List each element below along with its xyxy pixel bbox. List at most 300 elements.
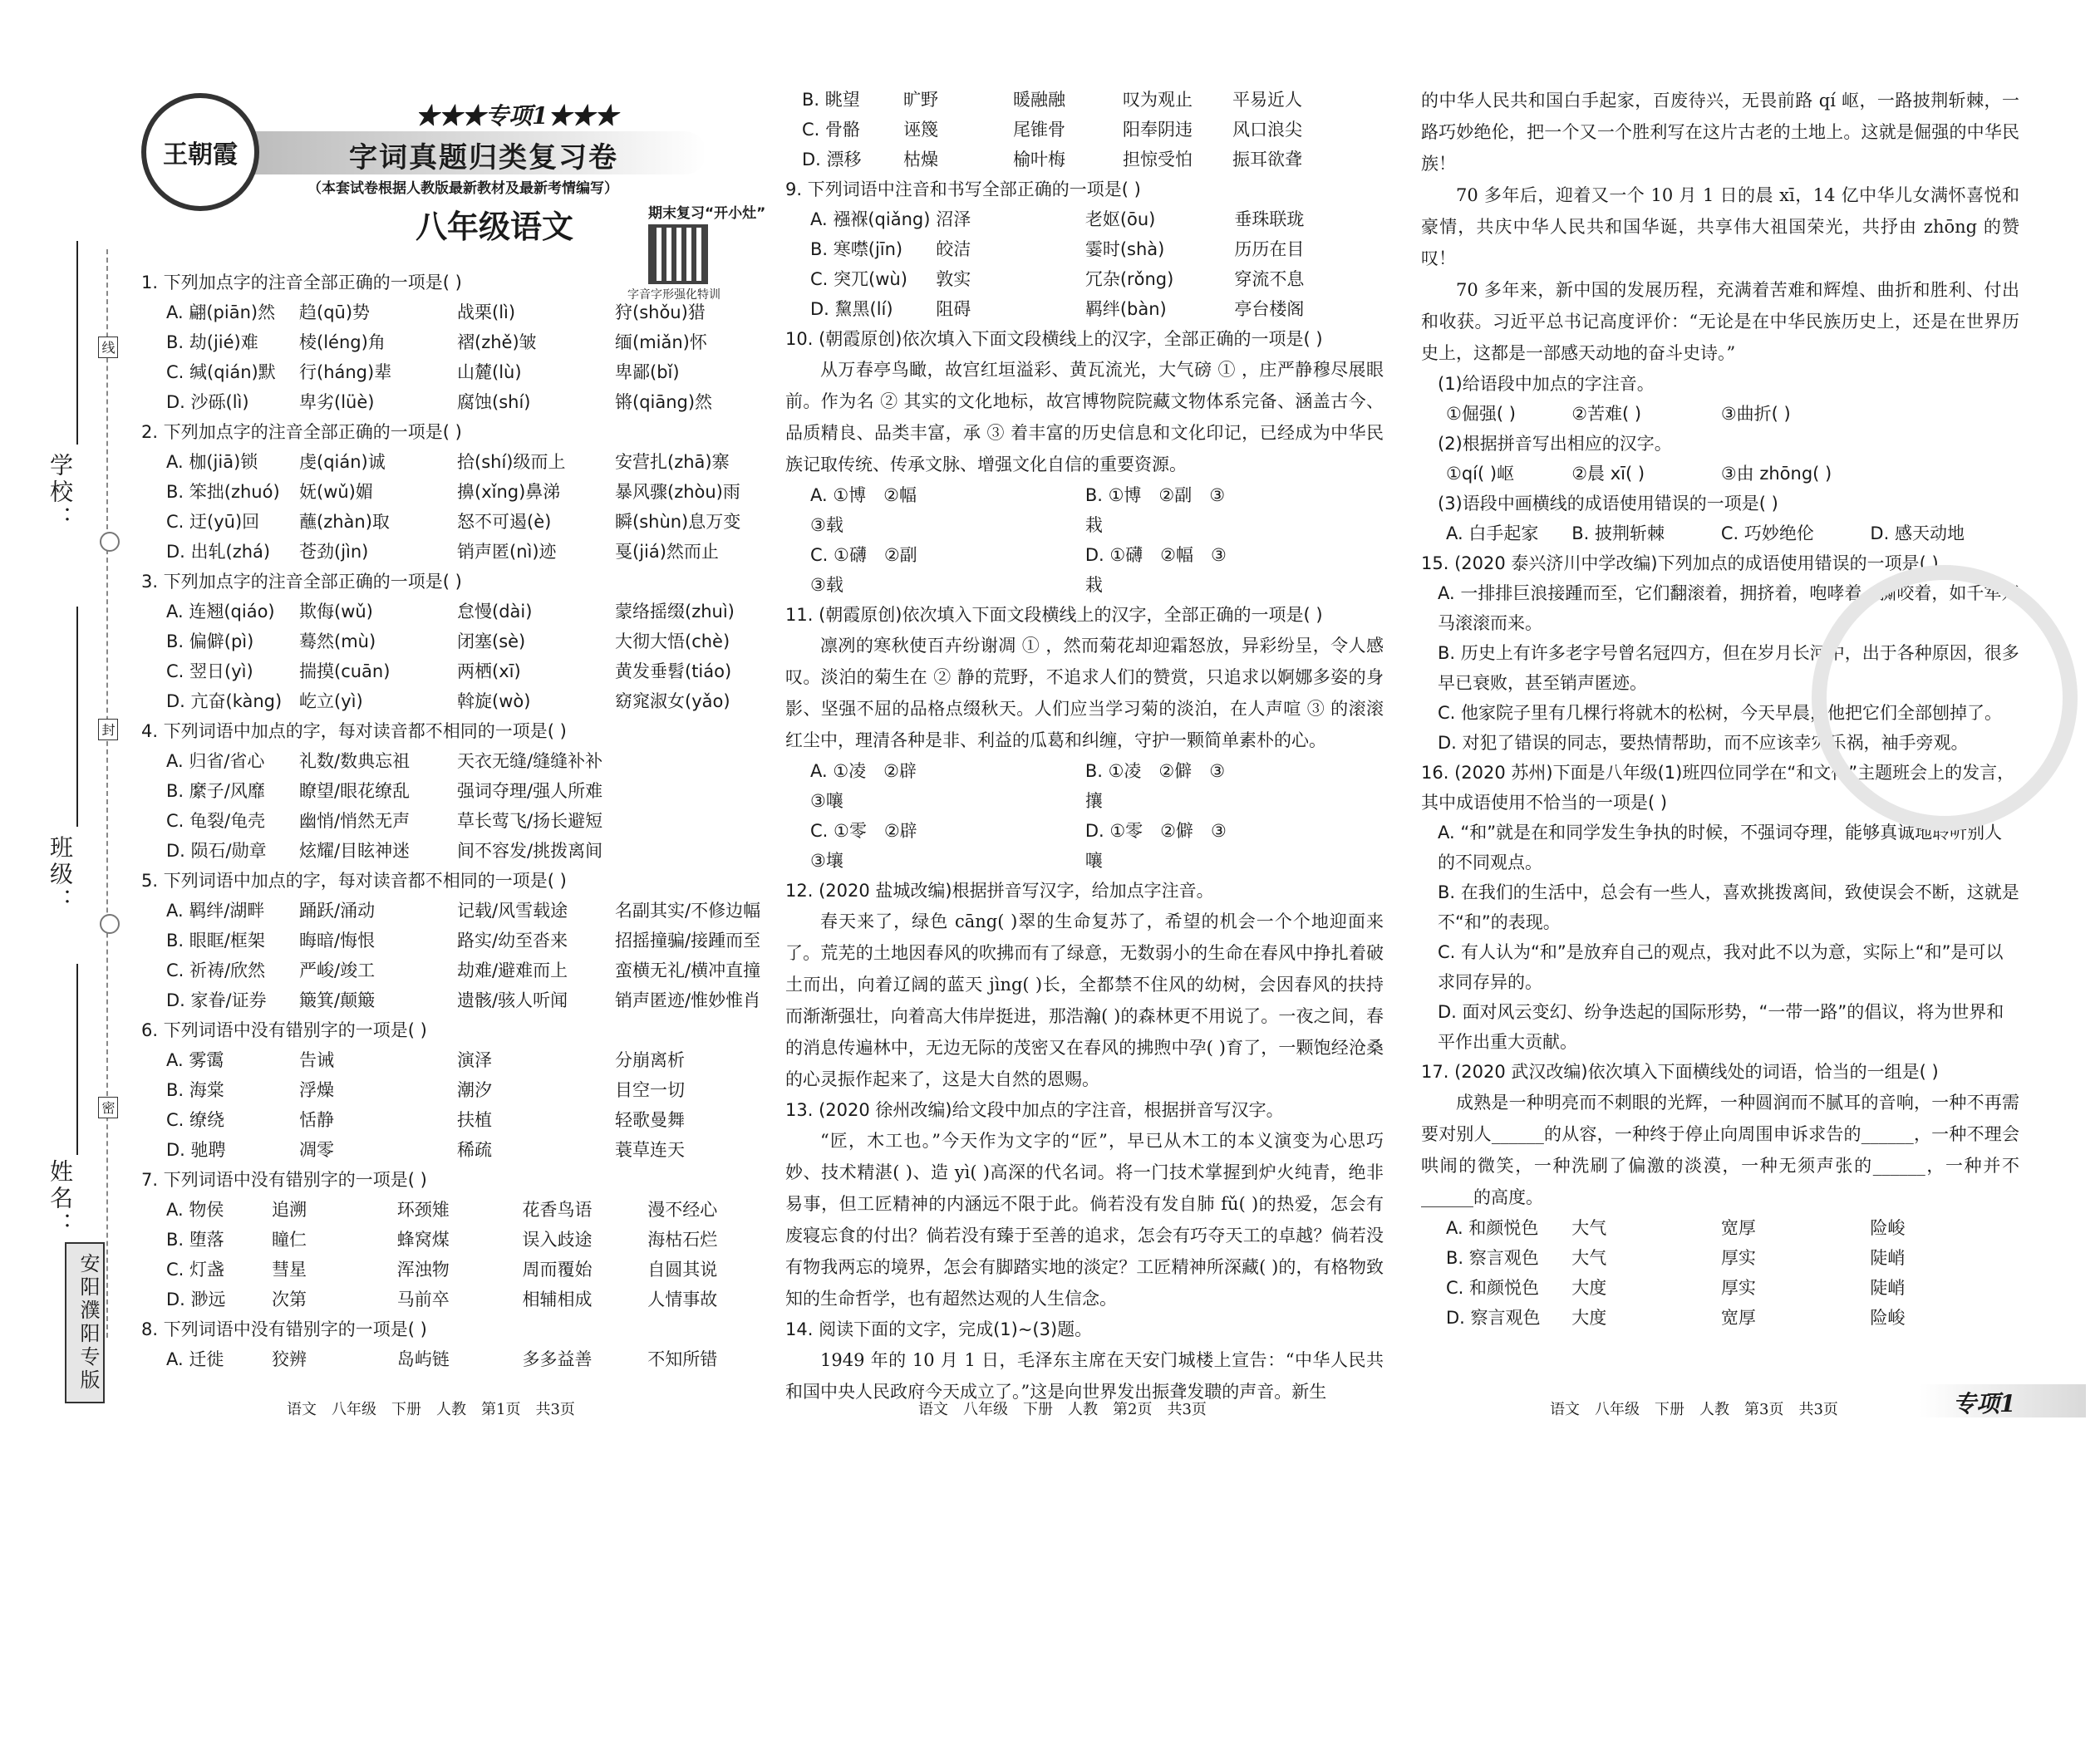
- option-item: 草长莺飞/扬长避短: [457, 811, 603, 831]
- option-item: 追溯: [271, 1200, 307, 1220]
- option-item: A. 归省/省心: [166, 751, 265, 771]
- option-item: 戛(jiá)然而止: [615, 542, 719, 562]
- sub-item: C. 有人认为“和”是放弃自己的观点，我对此不以为意，实际上“和”是可以求同存异的。: [1438, 942, 2004, 992]
- option-row: [141, 926, 773, 956]
- option-item: C. ①零 ②辟 ③壤: [810, 821, 935, 871]
- seal-mark-seal: 封: [98, 719, 118, 740]
- option-item: 穿流不息: [1234, 269, 1305, 289]
- option-item: 黄发垂髫(tiáo): [615, 661, 732, 681]
- class-label: 班级：: [47, 835, 74, 915]
- option-item: C. 和颜悦色: [1446, 1278, 1540, 1298]
- sub-item: B. 在我们的生活中，总会有一些人，喜欢挑拨离间，致使误会不断，这就是不“和”的表现。: [1438, 882, 2019, 932]
- option-row: [785, 234, 1384, 264]
- option-item: B. 堕落: [166, 1230, 224, 1250]
- option-row: [141, 1045, 773, 1075]
- option-item: 妩(wǔ)媚: [299, 482, 373, 502]
- option-item: A. ①博 ②幅 ③载: [810, 485, 934, 535]
- passage-paragraph: 成熟是一种明亮而不刺眼的光辉，一种圆润而不腻耳的音响，一种不再需要对别人______的从容，一种终于停止向周围申诉求告的______，一种不理会哄闹的微笑，一种洗刷了偏激的淡漠，一种无须声张的______，一种并不______的高度。: [1421, 1093, 2019, 1207]
- option-item: A. 枷(jiā)锁: [166, 452, 258, 472]
- question-stem: 10. (朝霞原创)依次填入下面文段横线上的汉字，全部正确的一项是( ): [785, 329, 1323, 349]
- option-item: 卑劣(lüè): [299, 392, 375, 412]
- title-note: （本套试卷根据人教版最新教材及最新考情编写）: [307, 180, 618, 197]
- logo-text: 王朝霞: [163, 140, 238, 170]
- option-row: [141, 956, 773, 985]
- option-item: 稀疏: [457, 1140, 492, 1160]
- option-item: C. 突兀(wù): [810, 269, 907, 289]
- option-row: [1421, 459, 2019, 489]
- footer-page-1: 语文 八年级 下册 人教 第1页 共3页: [287, 1401, 575, 1418]
- option-item: 平易近人: [1232, 90, 1302, 110]
- option-item: D. 亢奋(kàng): [166, 691, 283, 711]
- option-item: [1234, 540, 1384, 600]
- option-item: 海枯石烂: [647, 1230, 718, 1250]
- option-item: A. 翩(piān)然: [166, 302, 276, 322]
- brand-logo: [141, 93, 259, 211]
- option-item: 窈窕淑女(yǎo): [615, 691, 730, 711]
- option-item: D. 驰聘: [166, 1140, 226, 1160]
- option-item: 宽厚: [1720, 1308, 1756, 1328]
- option-item: ②晨 xī( ): [1571, 464, 1645, 484]
- main-title: 字词真题归类复习卷: [349, 141, 618, 174]
- option-item: A. ①凌 ②辟 ③嚷: [810, 761, 934, 811]
- option-item: D. 家眷/证券: [166, 990, 267, 1010]
- seal-mark-line: 线: [98, 337, 118, 358]
- option-item: 褶(zhě)皱: [457, 332, 537, 352]
- option-item: 礼数/数典忘祖: [299, 751, 411, 771]
- option-row: [785, 145, 1384, 174]
- option-item: 劫难/避难而上: [457, 961, 568, 980]
- option-row: [785, 85, 1384, 115]
- option-row: [141, 1225, 773, 1255]
- option-item: 擤(xǐng)鼻涕: [457, 482, 561, 502]
- option-item: 狡辨: [271, 1349, 307, 1369]
- option-row: [141, 686, 773, 716]
- option-item: 霎时(shà): [1084, 239, 1165, 259]
- option-row: [785, 480, 1384, 540]
- option-item: 目空一切: [615, 1080, 685, 1100]
- option-item: 蘸(zhàn)取: [299, 512, 390, 532]
- option-item: [1870, 459, 2019, 489]
- question-stem: 3. 下列加点字的注音全部正确的一项是( ): [141, 572, 462, 592]
- option-row: [141, 985, 773, 1015]
- option-item: 羁绊(bàn): [1084, 299, 1167, 319]
- option-item: 振耳欲聋: [1232, 150, 1302, 170]
- option-row: [141, 806, 773, 836]
- option-item: 演泽: [457, 1050, 492, 1070]
- edition-label: 安阳濮阳专版: [65, 1242, 105, 1403]
- option-item: B. 劫(jié)难: [166, 332, 258, 352]
- option-item: 多多益善: [522, 1349, 593, 1369]
- option-item: 漫不经心: [647, 1200, 718, 1220]
- column-2: [785, 85, 1384, 1571]
- option-row: [1421, 1273, 2019, 1303]
- option-item: [615, 776, 773, 806]
- option-item: D. 出轧(zhá): [166, 542, 271, 562]
- question-stem: 11. (朝霞原创)依次填入下面文段横线上的汉字，全部正确的一项是( ): [785, 605, 1323, 625]
- option-item: 安营扎(zhā)寨: [615, 452, 730, 472]
- option-item: ③由 zhōng( ): [1720, 464, 1832, 484]
- option-item: 陡峭: [1870, 1248, 1906, 1268]
- option-row: [141, 477, 773, 507]
- option-item: 销声匿(nì)迹: [457, 542, 557, 562]
- option-item: B. 笨拙(zhuó): [166, 482, 280, 502]
- option-item: 冗杂(rǒng): [1084, 269, 1174, 289]
- option-row: [141, 447, 773, 477]
- option-item: 垂珠联珑: [1234, 209, 1305, 229]
- option-item: 瞭望/眼花缭乱: [299, 781, 411, 801]
- option-item: D. 黧黑(lí): [810, 299, 893, 319]
- option-item: A. 雾霭: [166, 1050, 224, 1070]
- option-item: C. 迂(yū)回: [166, 512, 260, 532]
- option-row: [141, 746, 773, 776]
- option-row: [1421, 1243, 2019, 1273]
- option-item: 遗骸/骇人听闻: [457, 990, 568, 1010]
- passage-paragraph: 凛冽的寒秋使百卉纷谢凋 ① ，然而菊花却迎霜怒放，异彩纷呈，令人感叹。淡泊的菊生在 ② 静的荒野，不追求人们的赞赏，只追求以婀娜多姿的身影、坚强不屈的品格点缀秋天。人们应当学习菊的淡泊，在人声喧 ③ 的滚滚红尘中，理清各种是非、利益的瓜葛和纠缠，守护一颗简单素朴的心。: [785, 636, 1384, 750]
- option-row: [141, 597, 773, 626]
- option-row: [1421, 1213, 2019, 1243]
- class-field[interactable]: [76, 607, 78, 827]
- option-item: C. 翌日(yì): [166, 661, 253, 681]
- special-title: ★★★专项1★★★: [416, 102, 618, 130]
- option-item: 榆叶梅: [1013, 150, 1065, 170]
- option-item: 险峻: [1870, 1308, 1906, 1328]
- option-item: [936, 540, 1085, 600]
- option-item: ③曲折( ): [1720, 404, 1791, 424]
- option-item: 天衣无缝/缝缝补补: [457, 751, 603, 771]
- option-row: [785, 115, 1384, 145]
- option-item: 瞳仁: [271, 1230, 307, 1250]
- school-label: 学校：: [47, 453, 74, 533]
- option-item: 大气: [1571, 1218, 1607, 1238]
- option-row: [141, 1105, 773, 1135]
- option-item: 凋零: [299, 1140, 334, 1160]
- passage-paragraph: “匠，木工也。”今天作为文字的“匠”，早已从木工的本义演变为心思巧妙、技术精湛( )、造 yì( )高深的代名词。将一门技术掌握到炉火纯青，绝非易事，但工匠精神的内涵远不限于此。倘若没有发自肺 fǔ( )的热爱，怎会有废寝忘食的付出？倘若没有臻于至善的追求，怎会有巧夺天工的卓越？倘若没有物我两忘的境界，怎会有脚踏实地的淡定？工匠精神所深藏( )的，有格物致知的生命哲学，也有超然达观的人生信念。: [785, 1131, 1384, 1309]
- option-item: 风口浪尖: [1232, 120, 1302, 140]
- qr-caption: 字音字形强化特训: [627, 288, 720, 302]
- option-item: D. 察言观色: [1446, 1308, 1541, 1328]
- option-row: [141, 327, 773, 357]
- option-item: C. 巧妙绝伦: [1720, 523, 1814, 543]
- option-item: C. 缭绕: [166, 1110, 225, 1130]
- option-item: 蛮横无礼/横冲直撞: [615, 961, 761, 980]
- option-item: 亭台楼阁: [1234, 299, 1305, 319]
- option-item: A. 和颜悦色: [1446, 1218, 1539, 1238]
- sub-item: D. 面对风云变幻、纷争迭起的国际形势，“一带一路”的倡议，将为世界和平作出重大贡献。: [1438, 1002, 2004, 1052]
- option-item: 销声匿迹/惟妙惟肖: [615, 990, 761, 1010]
- sub-item: (2)根据拼音写出相应的汉字。: [1438, 434, 1672, 454]
- option-item: 蒙络摇缀(zhuì): [615, 602, 735, 622]
- option-item: B. 偏僻(pì): [166, 631, 254, 651]
- question-stem: 1. 下列加点字的注音全部正确的一项是( ): [141, 273, 462, 292]
- option-item: 厚实: [1720, 1278, 1756, 1298]
- option-item: D. ①零 ②僻 ③嚷: [1084, 821, 1227, 871]
- option-item: 锵(qiāng)然: [615, 392, 713, 412]
- option-item: D. 渺远: [166, 1290, 226, 1309]
- option-row: [141, 357, 773, 387]
- option-item: 蜂窝煤: [396, 1230, 450, 1250]
- option-item: 环颈雉: [396, 1200, 450, 1220]
- watermark-stamp: [1812, 565, 2078, 831]
- option-item: 怠慢(dài): [457, 602, 533, 622]
- option-row: [141, 896, 773, 926]
- option-row: [141, 1255, 773, 1285]
- option-item: 老妪(ōu): [1084, 209, 1156, 229]
- option-item: B. ①博 ②副 ③栽: [1084, 485, 1226, 535]
- option-item: 误入歧途: [522, 1230, 593, 1250]
- binding-hole: [100, 532, 120, 552]
- option-item: [936, 756, 1085, 816]
- option-item: 战栗(lì): [457, 302, 516, 322]
- option-item: [1234, 756, 1384, 816]
- page-badge: [1920, 1384, 2086, 1417]
- option-item: C. 缄(qián)默: [166, 362, 276, 382]
- option-item: 彗星: [271, 1260, 307, 1280]
- sub-item: (3)语段中画横线的成语使用错误的一项是( ): [1438, 494, 1778, 513]
- option-item: C. 祈祷/欣然: [166, 961, 266, 980]
- option-row: [1421, 518, 2019, 548]
- option-item: 叹为观止: [1123, 90, 1193, 110]
- option-row: [141, 537, 773, 567]
- option-item: 扶植: [457, 1110, 492, 1130]
- option-item: D. 陨石/勋章: [166, 841, 267, 861]
- option-row: [1421, 1303, 2019, 1333]
- option-item: A. 物侯: [166, 1200, 224, 1220]
- option-item: B. 察言观色: [1446, 1248, 1539, 1268]
- option-item: 旷野: [903, 90, 938, 110]
- option-item: 潮汐: [457, 1080, 492, 1100]
- option-item: 两栖(xī): [457, 661, 521, 681]
- sub-item: A. 一排排巨浪接踵而至，它们翻滚着，拥挤着，咆哮着，撕咬着，如千军万马滚滚而来。: [1438, 583, 2019, 633]
- option-item: 严峻/竣工: [299, 961, 376, 980]
- option-item: B. 眺望: [802, 90, 860, 110]
- option-item: 轻歌曼舞: [615, 1110, 685, 1130]
- question-stem: 7. 下列词语中没有错别字的一项是( ): [141, 1170, 427, 1190]
- option-item: C. 骨骼: [802, 120, 861, 140]
- option-row: [785, 204, 1384, 234]
- option-item: 大度: [1571, 1278, 1607, 1298]
- option-row: [141, 656, 773, 686]
- option-item: 大度: [1571, 1308, 1607, 1328]
- option-item: [615, 746, 773, 776]
- name-field[interactable]: [76, 964, 78, 1155]
- seal-mark-secret: 密: [98, 1097, 118, 1118]
- option-item: [936, 480, 1085, 540]
- option-item: 浑浊物: [396, 1260, 450, 1280]
- option-item: 棱(léng)角: [299, 332, 386, 352]
- question-stem: 17. (2020 武汉改编)依次填入下面横线处的词语，恰当的一组是( ): [1421, 1062, 1939, 1082]
- option-item: 缅(miǎn)怀: [615, 332, 707, 352]
- option-row: [141, 1285, 773, 1314]
- sub-item: (1)给语段中加点的字注音。: [1438, 374, 1655, 394]
- option-item: B. 披荆斩棘: [1571, 523, 1665, 543]
- option-item: B. 縻子/风靡: [166, 781, 265, 801]
- option-item: 自圆其说: [647, 1260, 718, 1280]
- option-item: 瞬(shùn)息万变: [615, 512, 741, 532]
- passage-paragraph: 70 多年来，新中国的发展历程，充满着苦难和辉煌、曲折和胜利、付出和收获。习近平总书记高度评价：“无论是在中华民族历史上，还是在世界历史上，这都是一部感天动地的奋斗史诗。”: [1421, 280, 2019, 363]
- option-item: 枯燥: [903, 150, 938, 170]
- option-item: C. ①礴 ②副 ③载: [810, 545, 935, 595]
- option-item: B. 海棠: [166, 1080, 224, 1100]
- option-item: 行(háng)辈: [299, 362, 392, 382]
- question-stem: 8. 下列词语中没有错别字的一项是( ): [141, 1319, 427, 1339]
- option-row: [785, 816, 1384, 876]
- option-item: 马前卒: [396, 1290, 450, 1309]
- question-stem: 5. 下列词语中加点的字，每对读音都不相同的一项是( ): [141, 871, 567, 891]
- option-item: D. 感天动地: [1870, 523, 1965, 543]
- option-item: 险峻: [1870, 1218, 1906, 1238]
- option-item: A. 羁绊/湖畔: [166, 901, 265, 921]
- option-item: 浮燥: [299, 1080, 334, 1100]
- sub-item: A. “和”就是在和同学发生争执的时候，不强词夺理，能够真诚地聆听别人的不同观点。: [1438, 823, 2003, 872]
- option-item: A. 连翘(qiáo): [166, 602, 275, 622]
- option-item: 阻碍: [936, 299, 971, 319]
- option-item: 诬篾: [903, 120, 938, 140]
- option-row: [1421, 399, 2019, 429]
- column-1: [141, 268, 773, 1754]
- option-item: 陡峭: [1870, 1278, 1906, 1298]
- option-item: A. 迁徙: [166, 1349, 224, 1369]
- option-item: 厚实: [1720, 1248, 1756, 1268]
- school-field[interactable]: [76, 241, 78, 445]
- cut-line: [106, 249, 108, 1338]
- option-item: 记载/风雪载途: [457, 901, 568, 921]
- option-row: [785, 756, 1384, 816]
- option-item: 斡旋(wò): [457, 691, 531, 711]
- option-item: ①qí( )岖: [1446, 464, 1515, 484]
- question-stem: 14. 阅读下面的文字，完成(1)~(3)题。: [785, 1319, 1093, 1339]
- option-item: 告诫: [299, 1050, 334, 1070]
- option-item: 阳奉阴违: [1123, 120, 1193, 140]
- option-item: 欺侮(wǔ): [299, 602, 373, 622]
- option-item: 路实/幼至沓来: [457, 931, 568, 951]
- sub-item: B. 历史上有许多老字号曾名冠四方，但在岁月长河中，出于各种原因，很多早已衰败，甚至销声匿迹。: [1438, 643, 2019, 693]
- option-item: 次第: [271, 1290, 307, 1309]
- name-label: 姓名：: [47, 1159, 74, 1239]
- option-item: 卑鄙(bǐ): [615, 362, 680, 382]
- option-item: C. 龟裂/龟壳: [166, 811, 266, 831]
- option-item: 人情事故: [647, 1290, 718, 1309]
- passage-paragraph: 的中华人民共和国白手起家，百废待兴，无畏前路 qí 岖，一路披荆斩棘，一路巧妙绝伦，把一个又一个胜利写在这片古老的土地上。这就是倔强的中华民族！: [1421, 91, 2019, 174]
- option-item: B. 眼眶/框架: [166, 931, 265, 951]
- question-stem: 15. (2020 泰兴济川中学改编)下列加点的成语使用错误的一项是( ): [1421, 553, 1939, 573]
- option-item: 暖融融: [1013, 90, 1065, 110]
- option-item: 恬静: [299, 1110, 334, 1130]
- option-item: 暴风骤(zhòu)雨: [615, 482, 740, 502]
- question-stem: 16. (2020 苏州)下面是八年级(1)班四位同学在“和文化”主题班会上的发言，其中成语使用不恰当的一项是( ): [1421, 763, 2015, 813]
- passage-paragraph: 1949 年的 10 月 1 日，毛泽东主席在天安门城楼上宣告：“中华人民共和国中央人民政府今天成立了。”这是向世界发出振聋发聩的声音。新生: [785, 1350, 1384, 1402]
- option-item: 大气: [1571, 1248, 1607, 1268]
- qr-label: 期末复习“开小灶”: [648, 205, 766, 222]
- option-item: 大彻大悟(chè): [615, 631, 730, 651]
- option-item: B. ①凌 ②僻 ③攘: [1084, 761, 1226, 811]
- option-item: 相辅相成: [522, 1290, 593, 1309]
- passage-paragraph: 70 多年后，迎着又一个 10 月 1 日的晨 xī，14 亿中华儿女满怀喜悦和豪情，共庆中华人民共和国华诞，共享伟大祖国荣光，共抒由 zhōng 的赞叹！: [1421, 185, 2019, 268]
- option-item: 间不容发/挑拨离间: [457, 841, 603, 861]
- option-item: D. 漂移: [802, 150, 862, 170]
- option-item: D. ①礴 ②幅 ③栽: [1084, 545, 1227, 595]
- option-row: [141, 836, 773, 866]
- option-row: [141, 626, 773, 656]
- option-item: 皎洁: [936, 239, 971, 259]
- option-item: 强词夺理/强人所难: [457, 781, 603, 801]
- option-item: 揣摸(cuān): [299, 661, 391, 681]
- sub-item: C. 他家院子里有几棵行将就木的松树，今天早晨，他把它们全部刨掉了。: [1438, 703, 2003, 723]
- option-row: [141, 1075, 773, 1105]
- option-item: 幽悄/悄然无声: [299, 811, 411, 831]
- option-item: 蓦然(mù): [299, 631, 376, 651]
- paper-header: [141, 83, 773, 302]
- option-item: C. 灯盏: [166, 1260, 225, 1280]
- option-item: 尾锥骨: [1013, 120, 1065, 140]
- option-item: 沼泽: [936, 209, 971, 229]
- passage-paragraph: 春天来了，绿色 cāng( )翠的生命复苏了，希望的机会一个个地迎面来了。荒芜的土地因春风的吹拂而有了绿意，无数弱小的生命在春风中挣扎着破土而出，向着辽阔的蓝天 jìng( )长，全都禁不住风的幼树，会因春风的扶持而渐渐强壮，向着高大伟岸挺进，那浩瀚( )的森林更不用说了。一夜之间，春的消息传遍林中，无边无际的茂密又在春风的拂煦中孕( )育了，一颗饱经沧桑的心灵振作起来了，这是大自然的恩赐。: [785, 911, 1384, 1089]
- question-stem: 9. 下列词语中注音和书写全部正确的一项是( ): [785, 179, 1141, 199]
- page-badge-label: 专项1: [1953, 1390, 2016, 1417]
- option-item: ②苦难( ): [1571, 404, 1642, 424]
- option-item: 担惊受怕: [1123, 150, 1193, 170]
- option-item: ①倔强( ): [1446, 404, 1516, 424]
- option-row: [141, 1135, 773, 1165]
- binding-hole: [100, 914, 120, 934]
- option-row: [141, 507, 773, 537]
- binding-strip: [0, 0, 125, 1486]
- footer-page-3: 语文 八年级 下册 人教 第3页 共3页: [1550, 1401, 1838, 1418]
- option-item: A. 襁褓(qiǎng): [810, 209, 931, 229]
- question-stem: 6. 下列词语中没有错别字的一项是( ): [141, 1020, 427, 1040]
- option-item: 岛屿链: [396, 1349, 450, 1369]
- option-item: 山麓(lù): [457, 362, 522, 382]
- passage-paragraph: 从万春亭鸟瞰，故宫红垣溢彩、黄瓦流光，大气磅 ① ，庄严静穆尽展眼前。作为名 ② 其实的文化地标，故宫博物院院藏文物体系完备、涵盖古今、品质精良、品类丰富，承 ③ 着丰富的历史信息和文化印记，已经成为中华民族记取传统、传承文脉、增强文化自信的重要资源。: [785, 360, 1384, 474]
- option-item: 虔(qián)诚: [299, 452, 386, 472]
- option-item: 苍劲(jìn): [299, 542, 369, 562]
- option-row: [785, 264, 1384, 294]
- option-item: 不知所错: [647, 1349, 718, 1369]
- option-item: [615, 836, 773, 866]
- option-item: 怒不可遏(è): [457, 512, 552, 532]
- option-row: [141, 776, 773, 806]
- option-item: 晦暗/悔恨: [299, 931, 376, 951]
- option-item: 敦实: [936, 269, 971, 289]
- option-item: 拾(shí)级而上: [457, 452, 566, 472]
- option-item: A. 白手起家: [1446, 523, 1539, 543]
- option-item: 历历在目: [1234, 239, 1305, 259]
- option-item: 踊跃/涌动: [299, 901, 376, 921]
- option-row: [785, 540, 1384, 600]
- option-row: [141, 1344, 773, 1374]
- option-item: 名副其实/不修边幅: [615, 901, 761, 921]
- sub-item: D. 对犯了错误的同志，要热情帮助，而不应该幸灾乐祸，袖手旁观。: [1438, 733, 1969, 753]
- question-stem: 2. 下列加点字的注音全部正确的一项是( ): [141, 422, 462, 442]
- footer-page-2: 语文 八年级 下册 人教 第2页 共3页: [918, 1401, 1207, 1418]
- option-item: 宽厚: [1720, 1218, 1756, 1238]
- option-item: 招摇撞骗/接踵而至: [615, 931, 761, 951]
- option-item: 狩(shǒu)猎: [615, 302, 706, 322]
- option-item: [1234, 480, 1384, 540]
- option-item: 蓑草连天: [615, 1140, 685, 1160]
- option-row: [141, 1195, 773, 1225]
- option-item: 炫耀/目眩神迷: [299, 841, 411, 861]
- option-item: [615, 806, 773, 836]
- option-item: D. 沙砾(lì): [166, 392, 249, 412]
- grade-title: 八年级语文: [416, 209, 574, 245]
- option-item: 趋(qū)势: [299, 302, 371, 322]
- option-item: 花香鸟语: [522, 1200, 593, 1220]
- question-stem: 4. 下列词语中加点的字，每对读音都不相同的一项是( ): [141, 721, 567, 741]
- option-item: B. 寒噤(jīn): [810, 239, 903, 259]
- option-item: 周而覆始: [522, 1260, 593, 1280]
- option-row: [141, 387, 773, 417]
- option-item: 簸箕/颠簸: [299, 990, 376, 1010]
